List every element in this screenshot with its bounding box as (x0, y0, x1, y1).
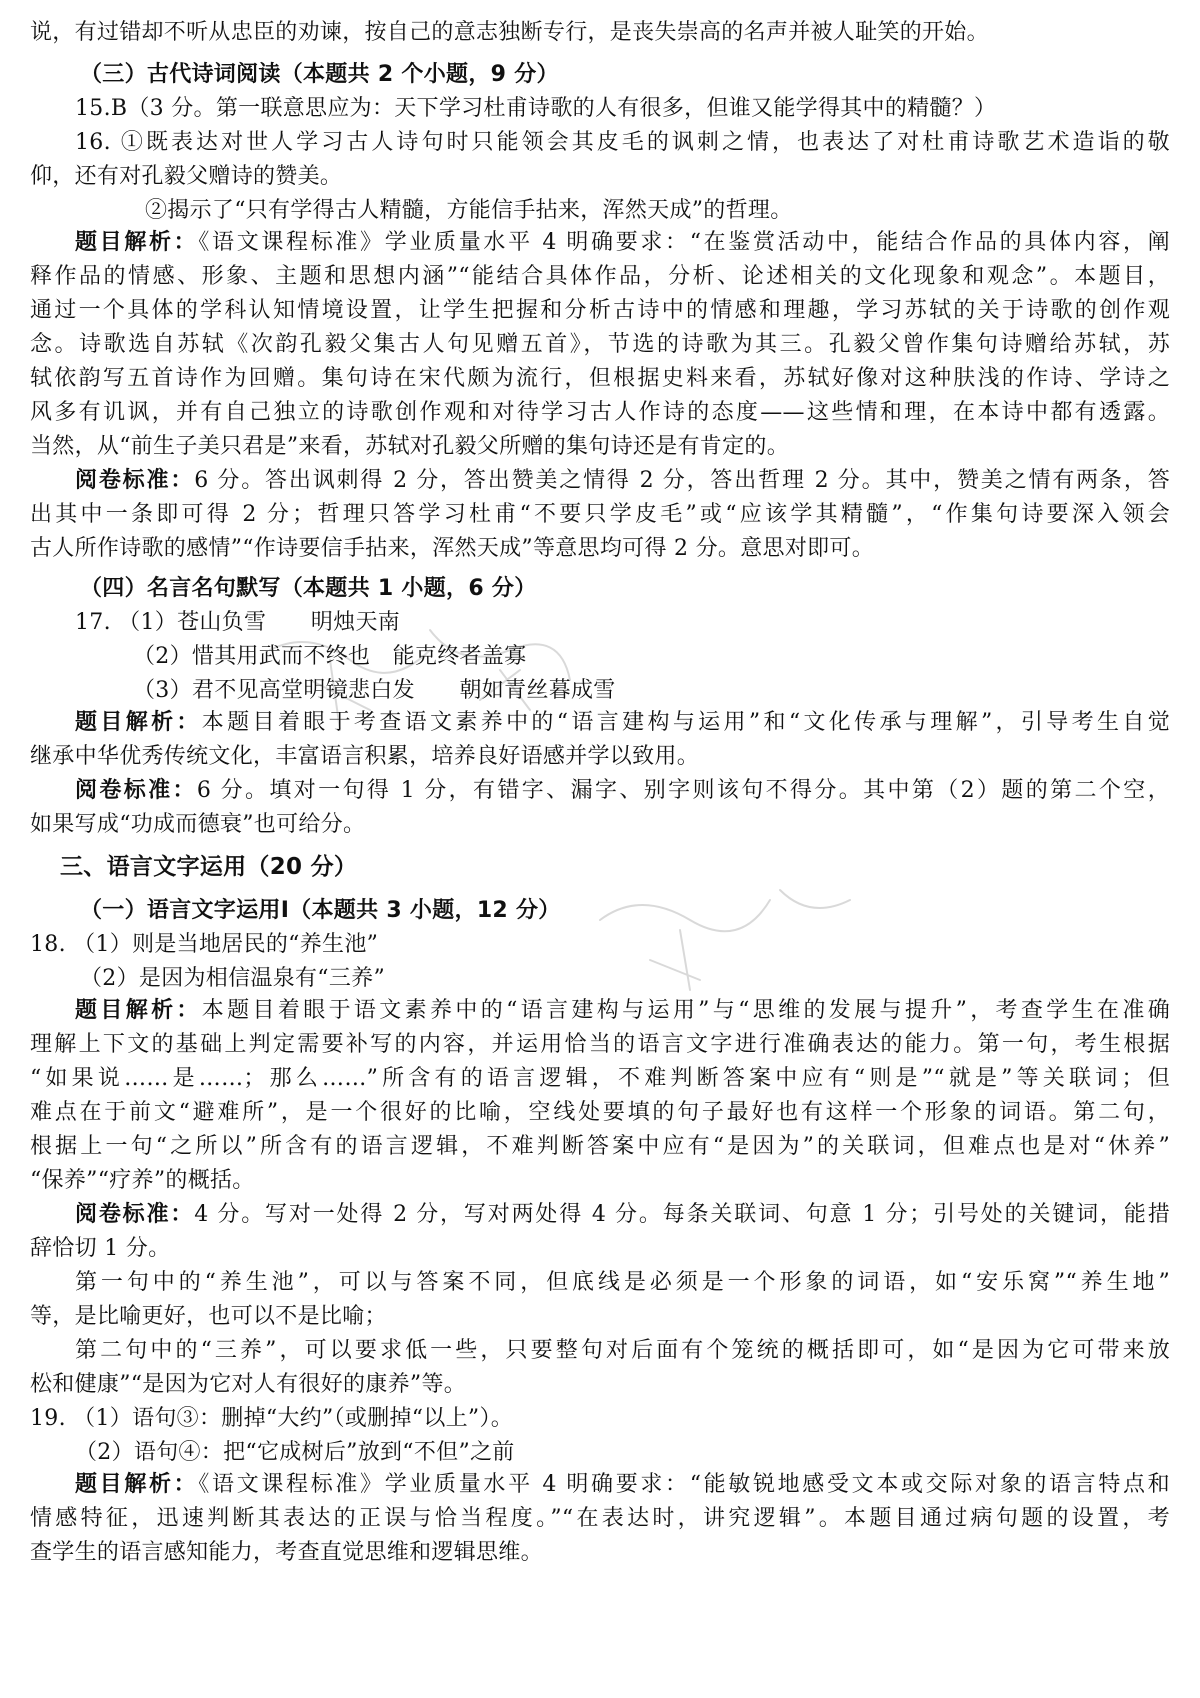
grading-text: 6 分。答出讽刺得 2 分，答出赞美之情得 2 分，答出哲理 2 分。其中，赞美之情有两条，答 (194, 468, 1170, 493)
analysis-paragraph (75, 996, 1170, 1026)
text-line: 如果写成“功成而德衰”也可给分。 (30, 812, 366, 837)
text-line: 通过一个具体的学科认知情境设置，让学生把握和分析古诗中的情感和理趣，学习苏轼的关于诗歌的创作观 (30, 298, 1170, 323)
analysis-text: 《语文课程标准》学业质量水平 4 明确要求：“能敏锐地感受文本或交际对象的语言特点和 (198, 1472, 1170, 1497)
grading-label: 阅卷标准： (75, 778, 197, 803)
answer-16-part2: ②揭示了“只有学得古人精髓，方能信手拈来，浑然天成”的哲理。 (145, 198, 793, 223)
text-line: 仰，还有对孔毅父赠诗的赞美。 (30, 164, 343, 189)
grading-text: 6 分。填对一句得 1 分，有错字、漏字、别字则该句不得分。其中第（2）题的第二个空， (196, 778, 1170, 803)
text-line: 古人所作诗歌的感情”“作诗要信手拈来，浑然天成”等意思均可得 2 分。意思对即可。 (30, 536, 875, 561)
text-line: 出其中一条即可得 2 分；哲理只答学习杜甫“不要只学皮毛”或“应该学其精髓”，“作集句诗要深入领会 (30, 502, 1170, 527)
answer-16-part1: 16. ①既表达对世人学习古人诗句时只能领会其皮毛的讽刺之情，也表达了对杜甫诗歌艺术造诣的敬 (75, 130, 1170, 155)
analysis-text: 本题目着眼于考查语文素养中的“语言建构与运用”和“文化传承与理解”，引导考生自觉 (201, 710, 1170, 735)
text-line: 根据上一句“之所以”所含有的语言逻辑，不难判断答案中应有“是因为”的关联词，但难点也是对“休养” (30, 1134, 1170, 1159)
text-line: 理解上下文的基础上判定需要补写的内容，并运用恰当的语言文字进行准确表达的能力。第一句，考生根据 (30, 1032, 1170, 1057)
text-line: 第一句中的“养生池”，可以与答案不同，但底线是必须是一个形象的词语，如“安乐窝”“养生地” (75, 1270, 1170, 1295)
analysis-paragraph (75, 1470, 1170, 1500)
text-line: 轼依韵写五首诗作为回赠。集句诗在宋代颇为流行，但根据史料来看，苏轼好像对这种肤浅的作诗、学诗之 (30, 366, 1170, 391)
text-line: 查学生的语言感知能力，考查直觉思维和逻辑思维。 (30, 1540, 543, 1565)
analysis-text: 《语文课程标准》学业质量水平 4 明确要求：“在鉴赏活动中，能结合作品的具体内容，阐 (198, 230, 1170, 255)
text-line: 说，有过错却不听从忠臣的劝谏，按自己的意志独断专行，是丧失崇高的名声并被人耻笑的开始。 (30, 20, 989, 45)
answer-17-2: （2）惜其用武而不终也 能克终者盖寡 (133, 644, 527, 669)
answer-19-2: （2）语句④：把“它成树后”放到“不但”之前 (75, 1440, 515, 1465)
text-line: 念。诗歌选自苏轼《次韵孔毅父集古人句见赠五首》，节选的诗歌为其三。孔毅父曾作集句诗赠给苏轼，苏 (30, 332, 1170, 357)
grading-paragraph (75, 1200, 1170, 1230)
grading-label: 阅卷标准： (75, 468, 195, 493)
analysis-label: 题目解析： (75, 230, 199, 255)
analysis-paragraph (75, 228, 1170, 258)
analysis-label: 题目解析： (75, 1472, 199, 1497)
text-line: 当然，从“前生子美只君是”来看，苏轼对孔毅父所赠的集句诗还是有肯定的。 (30, 434, 789, 459)
section-heading-poetry: （三）古代诗词阅读（本题共 2 个小题，9 分） (80, 62, 559, 87)
text-line: 等，是比喻更好，也可以不是比喻； (30, 1304, 387, 1329)
analysis-text: 本题目着眼于语文素养中的“语言建构与运用”与“思维的发展与提升”，考查学生在准确 (201, 998, 1170, 1023)
answer-18-1: 18. （1）则是当地居民的“养生池” (30, 932, 379, 957)
text-line: 松和健康”“是因为它对人有很好的康养”等。 (30, 1372, 467, 1397)
part-heading-language-use: 三、语言文字运用（20 分） (60, 854, 358, 880)
answer-18-2: （2）是因为相信温泉有“三养” (80, 966, 385, 991)
answer-19-1: 19. （1）语句③：删掉“大约”（或删掉“以上”）。 (30, 1406, 514, 1431)
text-line: 辞恰切 1 分。 (30, 1236, 171, 1261)
section-heading-language-use-1: （一）语言文字运用Ⅰ（本题共 3 小题，12 分） (80, 898, 561, 923)
section-heading-quotes: （四）名言名句默写（本题共 1 小题，6 分） (80, 576, 537, 601)
text-line: “保养”“疗养”的概括。 (30, 1168, 255, 1193)
grading-text: 4 分。写对一处得 2 分，写对两处得 4 分。每条关联词、句意 1 分；引号处的关键词，能措 (194, 1202, 1170, 1227)
grading-paragraph (75, 776, 1170, 806)
text-line: 难点在于前文“避难所”，是一个很好的比喻，空线处要填的句子最好也有这样一个形象的词语。第二句， (30, 1100, 1170, 1125)
text-line: 释作品的情感、形象、主题和思想内涵”“能结合具体作品，分析、论述相关的文化现象和观念”。本题目， (30, 264, 1170, 289)
analysis-paragraph (75, 708, 1170, 738)
text-line: 继承中华优秀传统文化，丰富语言积累，培养良好语感并学以致用。 (30, 744, 700, 769)
text-line: 第二句中的“三养”，可以要求低一些，只要整句对后面有个笼统的概括即可，如“是因为它可带来放 (75, 1338, 1170, 1363)
answer-15: 15.B（3 分。第一联意思应为：天下学习杜甫诗歌的人有很多，但谁又能学得其中的精髓？） (75, 96, 997, 121)
text-line: 情感特征，迅速判断其表达的正误与恰当程度。”“在表达时，讲究逻辑”。本题目通过病句题的设置，考 (30, 1506, 1170, 1531)
answer-17-1: 17. （1）苍山负雪 明烛天南 (75, 610, 401, 635)
answer-17-3: （3）君不见高堂明镜悲白发 朝如青丝暮成雪 (133, 678, 616, 703)
analysis-label: 题目解析： (75, 998, 202, 1023)
analysis-label: 题目解析： (75, 710, 202, 735)
grading-label: 阅卷标准： (75, 1202, 195, 1227)
text-line: “如果说……是……；那么……”所含有的语言逻辑，不难判断答案中应有“则是”“就是”等关联词；但 (30, 1066, 1170, 1091)
grading-paragraph (75, 466, 1170, 496)
text-line: 风多有讥讽，并有自己独立的诗歌创作观和对待学习古人作诗的态度——这些情和理，在本诗中都有透露。 (30, 400, 1170, 425)
